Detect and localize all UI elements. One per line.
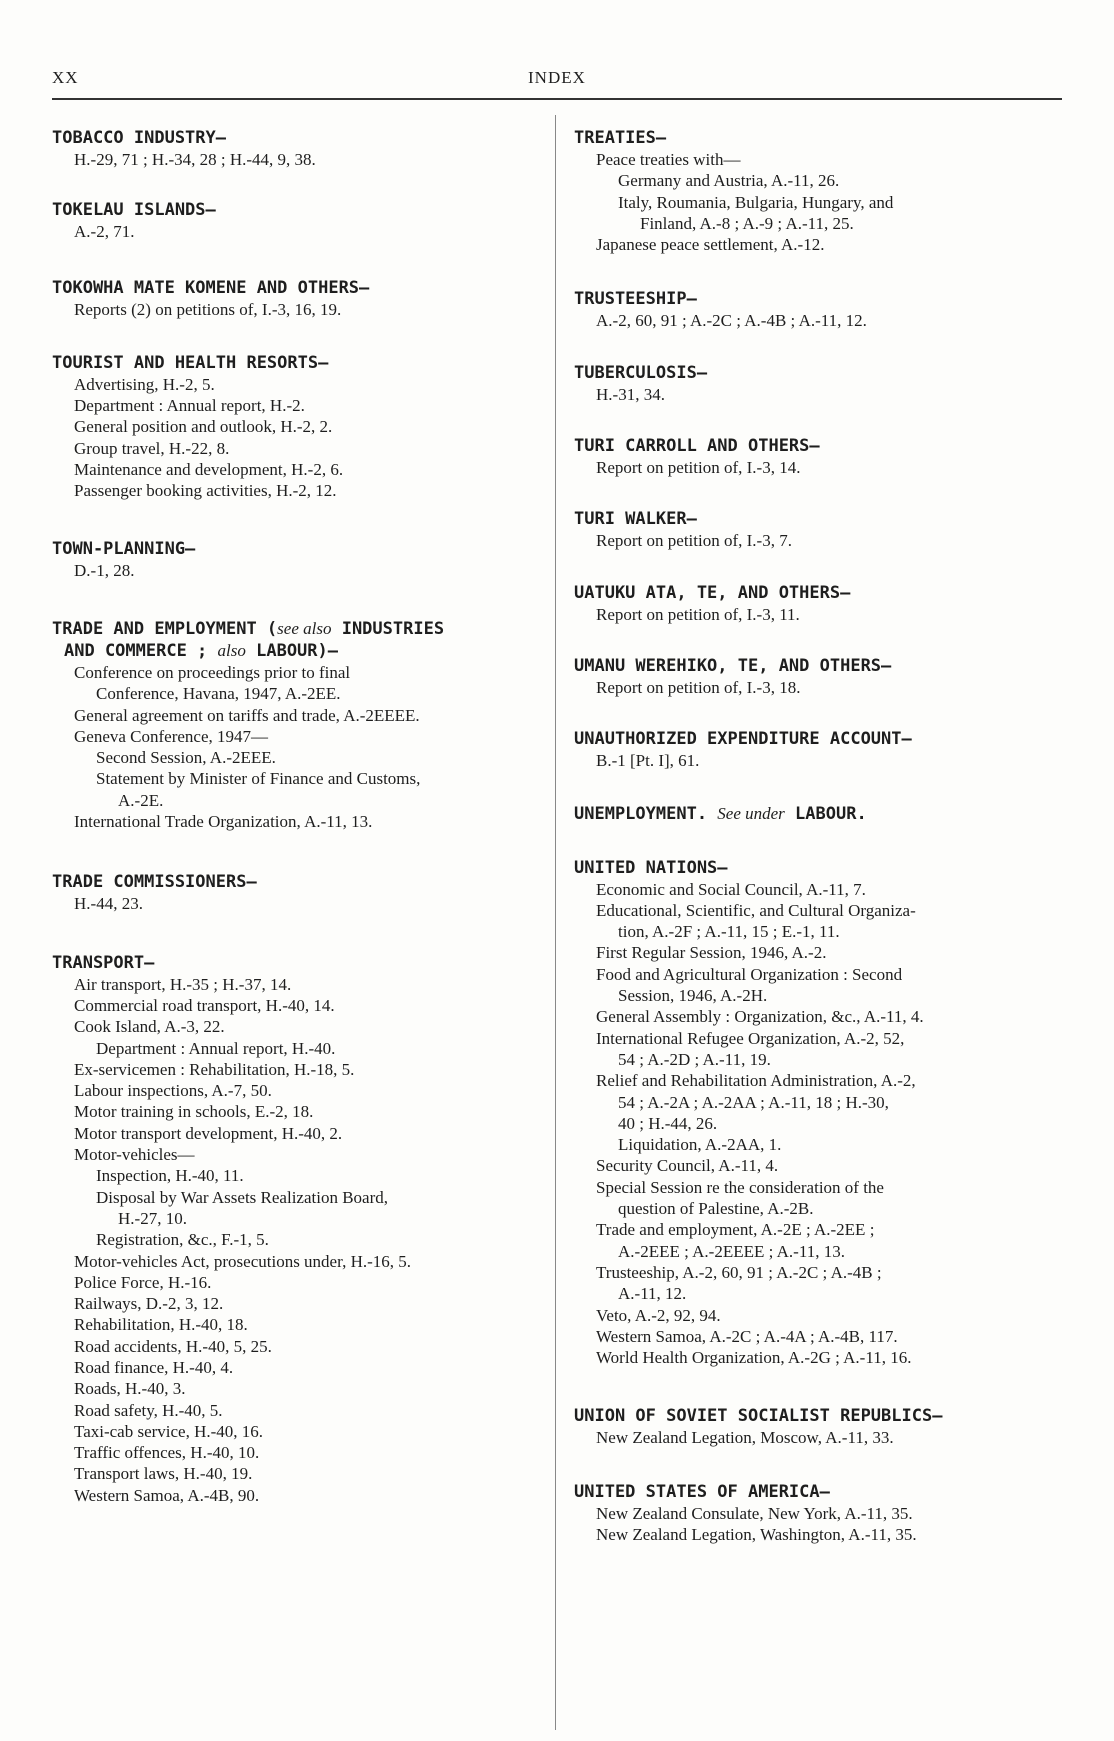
entry-line: H.-31, 34. [596,384,665,404]
entry-line: Disposal by War Assets Realization Board, [96,1187,388,1207]
index-entry-trusteeship [574,289,1060,331]
entry-line: Special Session re the consideration of the [596,1177,884,1197]
entry-line: A.-2EEE ; A.-2EEEE ; A.-11, 13. [618,1241,845,1261]
index-entry-unemployment [574,803,1060,825]
entry-heading: TUBERCULOSIS— [574,362,708,383]
entry-line: International Trade Organization, A.-11, 13. [74,812,373,832]
entry-line: Cook Island, A.-3, 22. [74,1017,225,1037]
entry-heading: TRADE COMMISSIONERS— [52,872,257,893]
entry-line: New Zealand Legation, Moscow, A.-11, 33. [596,1428,894,1448]
entry-line: D.-1, 28. [74,560,135,580]
entry-line: Group travel, H.-22, 8. [74,438,230,458]
entry-line: Trade and employment, A.-2E ; A.-2EE ; [596,1220,875,1240]
index-entry-tourist-health-resorts [52,353,548,502]
entry-line: Geneva Conference, 1947— [74,726,269,746]
entry-line: Second Session, A.-2EEE. [96,748,276,768]
entry-line: tion, A.-2F ; A.-11, 15 ; E.-1, 11. [618,922,840,942]
entry-line: Session, 1946, A.-2H. [618,986,768,1006]
entry-line: question of Palestine, A.-2B. [618,1199,814,1219]
entry-heading: UATUKU ATA, TE, AND OTHERS— [574,582,851,603]
entry-line: Motor-vehicles— [74,1145,195,1165]
entry-line: 40 ; H.-44, 26. [618,1113,718,1133]
index-entry-umanu-werehiko [574,656,1060,698]
entry-line: First Regular Session, 1946, A.-2. [596,943,827,963]
entry-heading-continued: AND COMMERCE ; also LABOUR)— [64,640,338,661]
index-entry-uatuku-ata [574,583,1060,625]
index-entry-tokowha-mate-komene [52,278,548,320]
entry-line: Maintenance and development, H.-2, 6. [74,460,344,480]
entry-line: A.-2E. [118,790,164,810]
entry-line: Western Samoa, A.-2C ; A.-4A ; A.-4B, 117. [596,1326,898,1346]
entry-line: Food and Agricultural Organization : Second [596,964,903,984]
entry-line: Conference on proceedings prior to final [74,662,351,682]
entry-line: Department : Annual report, H.-40. [96,1038,336,1058]
entry-heading: UNITED NATIONS— [574,857,728,878]
right-column [574,128,1060,1545]
entry-heading: TOKELAU ISLANDS— [52,200,216,221]
entry-line: Report on petition of, I.-3, 11. [596,604,800,624]
entry-line: H.-29, 71 ; H.-34, 28 ; H.-44, 9, 38. [74,150,316,169]
entry-line: Statement by Minister of Finance and Customs, [96,769,421,789]
entry-line: A.-2, 71. [74,222,135,242]
index-entry-treaties [574,128,1060,255]
entry-line: World Health Organization, A.-2G ; A.-11, 16. [596,1348,912,1368]
entry-heading: UNITED STATES OF AMERICA— [574,1481,830,1502]
entry-line: Traffic offences, H.-40, 10. [74,1443,260,1463]
running-title: INDEX [528,68,586,87]
entry-line: Finland, A.-8 ; A.-9 ; A.-11, 25. [640,213,854,233]
entry-heading: TREATIES— [574,128,667,148]
entry-line: H.-44, 23. [74,894,143,914]
index-entry-turi-carroll [574,436,1060,478]
entry-line: Police Force, H.-16. [74,1272,212,1292]
entry-line: Rehabilitation, H.-40, 18. [74,1315,248,1335]
entry-line: Taxi-cab service, H.-40, 16. [74,1421,264,1441]
entry-line: Air transport, H.-35 ; H.-37, 14. [74,974,292,994]
entry-line: Report on petition of, I.-3, 14. [596,458,801,478]
entry-heading: TOKOWHA MATE KOMENE AND OTHERS— [52,277,370,298]
entry-line: Road safety, H.-40, 5. [74,1400,223,1420]
entry-line: Economic and Social Council, A.-11, 7. [596,879,866,899]
entry-heading: TOWN-PLANNING— [52,538,196,559]
index-entry-town-planning [52,539,548,581]
entry-line: Conference, Havana, 1947, A.-2EE. [96,684,341,704]
index-entry-united-states [574,1482,1060,1546]
entry-line: General agreement on tariffs and trade, A.-2EEEE. [74,705,420,725]
index-entry-united-nations [574,858,1060,1369]
entry-line: Relief and Rehabilitation Administration, A.-2, [596,1071,916,1091]
entry-line: Registration, &c., F.-1, 5. [96,1230,269,1250]
entry-line: Report on petition of, I.-3, 7. [596,531,792,551]
entry-line: Roads, H.-40, 3. [74,1379,186,1399]
entry-line: Road finance, H.-40, 4. [74,1357,234,1377]
entry-heading: TOURIST AND HEALTH RESORTS— [52,352,329,373]
entry-line: Transport laws, H.-40, 19. [74,1464,253,1484]
entry-heading: TURI CARROLL AND OTHERS— [574,436,820,457]
entry-line: Labour inspections, A.-7, 50. [74,1081,272,1101]
entry-heading: UNEMPLOYMENT. See under LABOUR. [574,803,867,824]
entry-line: Reports (2) on petitions of, I.-3, 16, 19. [74,299,342,319]
entry-line: 54 ; A.-2D ; A.-11, 19. [618,1049,771,1069]
entry-line: H.-27, 10. [118,1208,187,1228]
entry-heading: TRANSPORT— [52,952,155,973]
entry-line: 54 ; A.-2A ; A.-2AA ; A.-11, 18 ; H.-30, [618,1092,889,1112]
entry-line: Report on petition of, I.-3, 18. [596,677,801,697]
entry-line: Commercial road transport, H.-40, 14. [74,995,335,1015]
entry-line: Motor training in schools, E.-2, 18. [74,1102,314,1122]
entry-line: Western Samoa, A.-4B, 90. [74,1485,260,1505]
index-entry-trade-commissioners [52,872,548,914]
entry-line: Educational, Scientific, and Cultural Organiza- [596,900,916,920]
left-column [52,128,548,1506]
index-entry-ussr [574,1406,1060,1448]
entry-heading: UNION OF SOVIET SOCIALIST REPUBLICS— [574,1406,943,1427]
entry-line: Motor-vehicles Act, prosecutions under, H.-16, 5. [74,1251,412,1271]
entry-line: Germany and Austria, A.-11, 26. [618,171,840,191]
entry-line: New Zealand Legation, Washington, A.-11, 35. [596,1524,917,1544]
entry-heading: TOBACCO INDUSTRY— [52,128,226,148]
entry-line: Liquidation, A.-2AA, 1. [618,1135,782,1155]
index-entry-tobacco-industry [52,128,548,170]
entry-line: General Assembly : Organization, &c., A.-11, 4. [596,1007,924,1027]
entry-line: Veto, A.-2, 92, 94. [596,1305,721,1325]
header-rule [52,98,1062,100]
entry-line: A.-2, 60, 91 ; A.-2C ; A.-4B ; A.-11, 12. [596,311,867,331]
entry-line: Passenger booking activities, H.-2, 12. [74,481,337,501]
index-entry-tokelau-islands [52,200,548,242]
entry-heading: UNAUTHORIZED EXPENDITURE ACCOUNT— [574,729,912,750]
entry-line: Inspection, H.-40, 11. [96,1166,244,1186]
entry-line: Italy, Roumania, Bulgaria, Hungary, and [618,192,894,212]
entry-line: International Refugee Organization, A.-2, 52, [596,1028,905,1048]
column-divider [555,115,556,1730]
index-entry-unauthorized-expenditure [574,729,1060,771]
index-entry-tuberculosis [574,363,1060,405]
entry-line: General position and outlook, H.-2, 2. [74,417,333,437]
entry-line: B.-1 [Pt. I], 61. [596,751,700,771]
index-entry-turi-walker [574,509,1060,551]
entry-line: Japanese peace settlement, A.-12. [596,235,825,255]
index-entry-trade-employment [52,618,548,832]
entry-line: A.-11, 12. [618,1284,687,1304]
entry-line: New Zealand Consulate, New York, A.-11, 35. [596,1503,913,1523]
entry-line: Advertising, H.-2, 5. [74,374,215,394]
entry-line: Railways, D.-2, 3, 12. [74,1294,224,1314]
entry-heading: UMANU WEREHIKO, TE, AND OTHERS— [574,655,892,676]
entry-line: Trusteeship, A.-2, 60, 91 ; A.-2C ; A.-4B ; [596,1262,882,1282]
entry-heading: TRADE AND EMPLOYMENT (see also INDUSTRIES [52,618,445,639]
index-entry-transport [52,953,548,1506]
entry-heading: TRUSTEESHIP— [574,289,697,310]
entry-heading: TURI WALKER— [574,509,697,530]
entry-line: Peace treaties with— [596,150,741,169]
entry-line: Security Council, A.-11, 4. [596,1156,779,1176]
entry-line: Motor transport development, H.-40, 2. [74,1123,343,1143]
page-number: XX [52,68,79,87]
entry-line: Department : Annual report, H.-2. [74,396,305,416]
entry-line: Road accidents, H.-40, 5, 25. [74,1336,272,1356]
entry-line: Ex-servicemen : Rehabilitation, H.-18, 5. [74,1059,355,1079]
